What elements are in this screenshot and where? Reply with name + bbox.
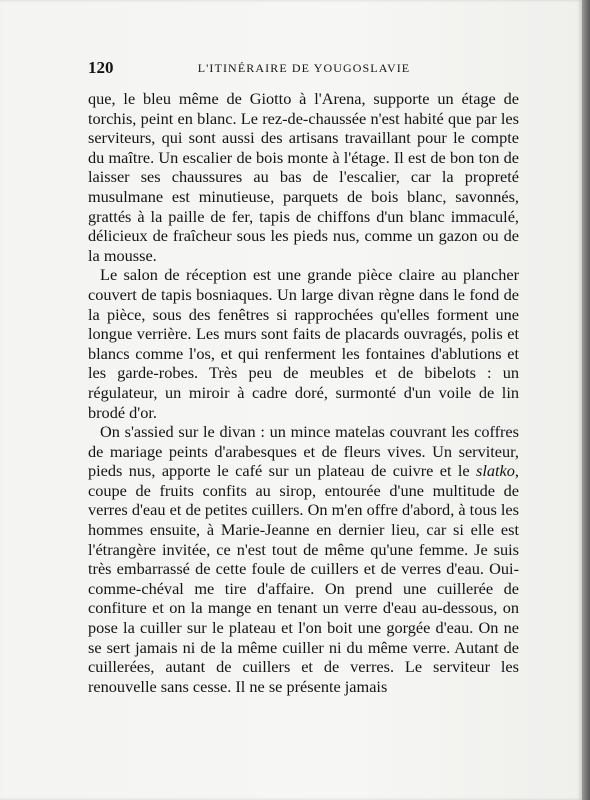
paragraph-3-start: On s'assied sur le divan : un mince matelas couvrant les coffres de mariage peints d'arabesques et de fleurs vives. Un serviteur, pieds nus, apporte le café sur un plateau de cuivre et le	[88, 422, 519, 481]
paragraph-1: que, le bleu même de Giotto à l'Arena, supporte un étage de torchis, peint en blanc. Le rez-de-chaussée n'est habité que par les serviteurs, qui sont aussi des artisans travaillant pour le compte du maître. Un escalier de bois monte à l'étage. Il est de bon ton de laisser ses chaussures au bas de l'escalier, car la propreté musulmane est minutieuse, parquets de bois blanc, savonnés, grattés à la paille de fer, tapis de chiffons d'un blanc immaculé, délicieux de fraîcheur sous les pieds nus, comme un gazon ou de la mousse.	[88, 89, 519, 265]
book-binding-edge	[582, 0, 590, 800]
paragraph-3-end: , coupe de fruits confits au sirop, entourée d'une multitude de verres d'eau et de petites cuillers. On m'en offre d'abord, à tous les hommes ensuite, à Marie-Jeanne en dernier lieu, car si elle est l'étrangère invitée, ce n'est tout de même qu'une femme. Je suis très embarrassé de cette foule de cuillers et de verres d'eau. Oui-comme-chéval me tire d'affaire. On prend une cuillerée de confiture et on la mange en tenant un verre d'eau au-dessous, on pose la cuiller sur le plateau et l'on boit une gorgée d'eau. On ne se sert jamais ni de la même cuiller ni du même verre. Autant de cuillerées, autant de cuillers et de verres. Le serviteur les renouvelle sans cesse. Il ne se présente jamais	[88, 461, 519, 696]
page-number: 120	[88, 58, 114, 77]
paragraph-2: Le salon de réception est une grande pièce claire au plancher couvert de tapis bosniaques. Un large divan règne dans le fond de la pièce, sous des fenêtres si rapprochées qu'elles forment une longue verrière. Les murs sont faits de placards ouvragés, polis et blancs comme l'os, et qui renferment les fontaines d'ablutions et les garde-robes. Très peu de meubles et de bibelots : un régulateur, un miroir à cadre doré, surmonté d'un voile de lin brodé d'or.	[88, 265, 519, 422]
paragraph-3	[88, 422, 519, 696]
running-title: L'ITINÉRAIRE DE YOUGOSLAVIE	[197, 61, 411, 75]
slatko-term: slatko	[476, 461, 515, 481]
body-text	[88, 89, 519, 696]
page-header	[88, 58, 520, 80]
